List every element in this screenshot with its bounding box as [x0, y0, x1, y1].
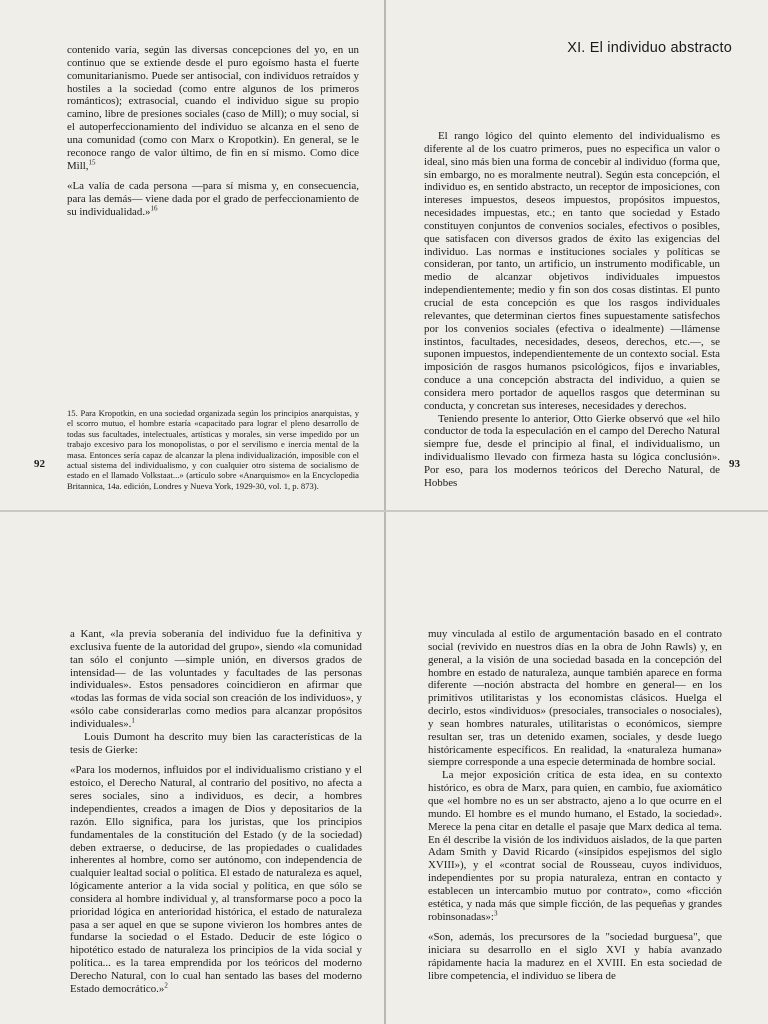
paragraph: Louis Dumont ha descrito muy bien las características de la tesis de Gierke:: [70, 730, 362, 756]
block-quote: «Para los modernos, influidos por el individualismo cristiano y el estoico, el Derecho Natural, al contrario del positivo, no afecta a seres sociales, sino a individuos, es decir, a hombres independientes, creados a imagen de Dios y depositarios de la razón. Ello significa, para los juristas, que los principios fundamentales de la constitución del Estado (y de la sociedad) deben extraerse, o deducirse, de las propiedades o cualidades inherentes al hombre, como ser autónomo, con independencia de cualquier lealtad social o política. El estado de naturaleza es aquel, lógicamente anterior a la vida social y política, en que sólo se considera al hombre individual y, al transformarse poco a poco la prioridad lógica en anterioridad histórica, el estado de naturaleza pasa a ser aquel en que se supone vivieron los hombres antes de fundarse la sociedad o el Estado. Deducir de este lógico o hipotético estado de naturaleza los principios de la vida social y política... es la tarea emprendida por los teóricos del moderno Derecho Natural, con lo cual han sentado las bases del moderno Estado democrático.»$^2$: [70, 764, 362, 995]
paragraph: a Kant, «la previa soberanía del individuo fue la definitiva y exclusiva fuente de la autoridad del grupo», siendo «la comunidad tan sólo el conjunto —simple unión, en diversos grados de intensidad— de las voluntades y facultades de las personas individuales». Estos pensadores coincidieron en afirmar que «todas las formas de vida social son creación de los individuos», y «sólo cabe considerarlas como medios para alcanzar propósitos individuales».$^1$: [70, 628, 362, 730]
note-ref[interactable]: 16: [150, 204, 158, 213]
footnote: 15. Para Kropotkin, en una sociedad organizada según los principios anarquistas, y el scorro mutuo, el hombre estaría «capacitado para lograr el pleno desarrollo de todas sus facultades, intelectuales, artísticas y morales, sin verse impedido por un trabajo excesivo para los monopolistas, o por el servilismo e inercia mental de la masa. Entonces sería capaz de alcanzar la plena individualización, imposible con el actual sistema del individualismo, y con cualquier otro sistema de socialismo de estado en el llamado Volkstaat...» (artículo sobre «Anarquismo» en la Encyclopedia Britannica, 14a. edición, Londres y Nueva York, 1929-30, vol. 1, p. 873).: [67, 408, 359, 491]
body-text: [424, 130, 720, 490]
bottom-spread: [0, 512, 768, 1024]
page-95: [386, 512, 768, 1024]
page-number: 93: [729, 458, 740, 470]
page-94: [0, 512, 384, 1024]
note-ref[interactable]: 3: [493, 908, 498, 917]
page-93: [386, 0, 768, 512]
note-ref[interactable]: 15: [88, 157, 96, 166]
note-ref[interactable]: 1: [131, 716, 135, 725]
block-quote: «Son, además, los precursores de la "sociedad burguesa", que iniciara su desarrollo en el siglo XVI y había avanzado rápidamente hacia la madurez en el XVIII. En esta sociedad de libre competencia, el individuo se libera de: [428, 931, 722, 982]
paragraph: contenido varía, según las diversas concepciones del yo, en un continuo que se extiende desde el puro egoísmo hasta el fuerte comunitarianismo. Puede ser antisocial, con individuos retraídos y hostiles a la sociedad (como entre algunos de los primeros románticos); extrasocial, cuando el individuo sigue su propio camino, libre de presiones sociales (caso de Mill); o muy social, si el autoperfeccionamiento del individuo se alcanza en el seno de una comunidad (como con Marx o Kropotkin). En general, se le reconoce rango de valor último, de fin en sí mismo. Como dice Mill,$^{15}$: [67, 44, 359, 172]
paragraph: La mejor exposición crítica de esta idea, en su contexto histórico, es obra de Marx, para quien, en cambio, fue axiomático que «el hombre no es un ser abstracto, ajeno a lo que ocurre en el mundo. El hombre es el mundo humano, el Estado, la sociedad». Merece la pena citar en detalle el pasaje que Marx dedica al tema. En él describe la visión de los individuos aislados, de la que parten Adam Smith y David Ricardo («insípidos espejismos del siglo XVIII»), y el «contrat social de Rousseau, cuyos individuos, independientes por su propia naturaleza, entran en contacto y establecen un intercambio mutuo por contrato», como «ficción estética, y nada más que simple ficción, de las pequeñas y grandes robinsonadas»:$^3$: [428, 769, 722, 923]
paragraph: Teniendo presente lo anterior, Otto Gierke observó que «el hilo conductor de toda la especulación en el campo del Derecho Natural siempre fue, desde el principio al final, el individualismo, un individualismo llevado con firmeza hasta su lógica conclusión». Por eso, para los modernos teóricos del Derecho Natural, de Hobbes: [424, 412, 720, 489]
chapter-title: XI. El individuo abstracto: [567, 40, 732, 56]
note-ref[interactable]: 2: [164, 981, 168, 990]
body-text: [70, 628, 362, 1004]
block-quote: «La valía de cada persona —para sí misma y, en consecuencia, para las demás— viene dada por el grado de perfeccionamiento de su individualidad.»$^{16}$: [67, 180, 359, 219]
page-number: 92: [34, 458, 45, 470]
body-text: [67, 44, 359, 227]
paragraph: muy vinculada al estilo de argumentación basado en el contrato social (revivido en nuestros días en la obra de John Rawls) y, en general, a la visión de una sociedad basada en la concepción del hombre en estado de naturaleza, aunque también aparece en forma diferente —noción abstracta del hombre en general— en los primitivos utilitaristas y los economistas clásicos. Huelga el decirlo, estos «individuos» (presociales, transociales o nosociales), y sean hombres naturales, utilitaristas o económicos, siempre resultan ser, tras un detenido examen, sociales, y desde luego históricamente específicos. En realidad, la «naturaleza humana» siempre corresponde a una especie determinada de hombre social.: [428, 628, 722, 769]
body-text: [428, 628, 722, 991]
page-92: [0, 0, 384, 512]
paragraph: El rango lógico del quinto elemento del individualismo es diferente al de los cuatro primeros, pues no especifica un valor o ideal, sino más bien una forma de concebir al individuo (forma que, sin embargo, no es moralmente neutral). Según esta concepción, el individuo es, en sentido abstracto, un receptor de imposiciones, con intereses impuestos, deseos impuestos, propósitos impuestos, necesidades impuestas, etc.; en tanto que sociedad y Estado constituyen conjuntos de convenios sociales, efectivos o posibles, que satisfacen con diversos grados de éxito las exigencias del individuo. Las normas e instituciones sociales y políticas se consideran, por tanto, un artificio, un instrumento modificable, un medio de alcanzar objetivos individuales impuestos independientemente; medio y fin son dos cosas distintas. El punto crucial de esta concepción es que los rasgos individuales relevantes, que determinan ciertos fines supuestamente satisfechos por los convenios sociales (efectiva o idealmente) —llámense instintos, facultades, necesidades, deseos, derechos, etc.—, se suponen impuestos, independientemente de un contexto social. Esta imposición de rasgos humanos psicológicos, fijos e invariables, conduce a una concepción abstracta del individuo, a quien se considera mero portador de aquellos rasgos que determinan su conducta, y concretan sus intereses, necesidades y derechos.: [424, 130, 720, 412]
